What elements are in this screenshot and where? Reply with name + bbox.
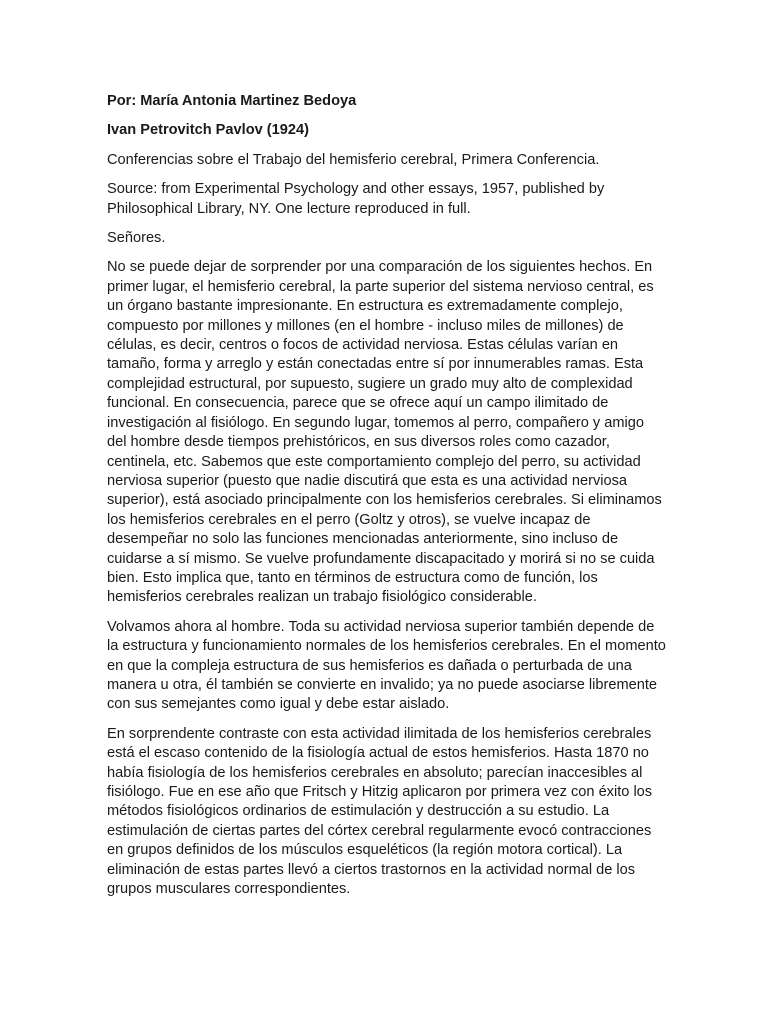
subtitle: Conferencias sobre el Trabajo del hemisferio cerebral, Primera Conferencia. bbox=[107, 151, 600, 168]
body-paragraph-2: Volvamos ahora al hombre. Toda su actividad nerviosa superior también depende de la estructura y funcionamiento normales de los hemisferios cerebrales. En el momento en que la compleja estructura de sus hemisferios es dañada o perturbada de una manera u otra, él también se convierte en invalido; ya no puede asociarse libremente con sus semejantes como igual y debe estar aislado. bbox=[107, 618, 666, 713]
title-line: Ivan Petrovitch Pavlov (1924) bbox=[107, 122, 309, 139]
author-line: Por: María Antonia Martinez Bedoya bbox=[107, 93, 357, 109]
salutation: Señores. bbox=[107, 230, 166, 247]
source-line: Source: from Experimental Psychology and other essays, 1957, published by Philosophical Library, NY. One lecture reproduced in full. bbox=[107, 181, 605, 217]
document-page bbox=[107, 92, 667, 909]
body-paragraph-3: En sorprendente contraste con esta actividad ilimitada de los hemisferios cerebrales está el escaso contenido de la fisiología actual de estos hemisferios. Hasta 1870 no había fisiología de los hemisferios cerebrales en absoluto; parecían inaccesibles al fisiólogo. Fue en ese año que Fritsch y Hitzig aplicaron por primera vez con éxito los métodos fisiológicos ordinarios de estimulación y destrucción a su estudio. La estimulación de ciertas partes del córtex cerebral regularmente evocó contracciones en grupos definidos de los músculos esqueléticos (la región motora cortical). La eliminación de estas partes llevó a ciertos trastornos en la actividad normal de los grupos musculares correspondientes. bbox=[107, 725, 653, 898]
body-paragraph-1: No se puede dejar de sorprender por una comparación de los siguientes hechos. En primer lugar, el hemisferio cerebral, la parte superior del sistema nervioso central, es un órgano bastante impresionante. En estructura es extremadamente complejo, compuesto por millones y millones (en el hombre - incluso miles de millones) de células, es decir, centros o focos de actividad nerviosa. Estas células varían en tamaño, forma y arreglo y están conectadas entre sí por innumerables ramas. Esta complejidad estructural, por supuesto, sugiere un grado muy alto de complexidad funcional. En consecuencia, parece que se ofrece aquí un campo ilimitado de investigación al fisiólogo. En segundo lugar, tomemos al perro, compañero y amigo del hombre desde tiempos prehistóricos, en sus diversos roles como cazador, centinela, etc. Sabemos que este comportamiento complejo del perro, su actividad nerviosa superior (puesto que nadie discutirá que esta es una actividad nerviosa superior), está asociado principalmente con los hemisferios cerebrales. Si eliminamos los hemisferios cerebrales en el perro (Goltz y otros), se vuelve incapaz de desempeñar no solo las funciones mencionadas anteriormente, sino incluso de cuidarse a sí mismo. Se vuelve profundamente discapacitado y morirá si no se cuida bien. Esto implica que, tanto en términos de estructura como de función, los hemisferios cerebrales realizan un trabajo fisiológico considerable. bbox=[107, 259, 662, 606]
